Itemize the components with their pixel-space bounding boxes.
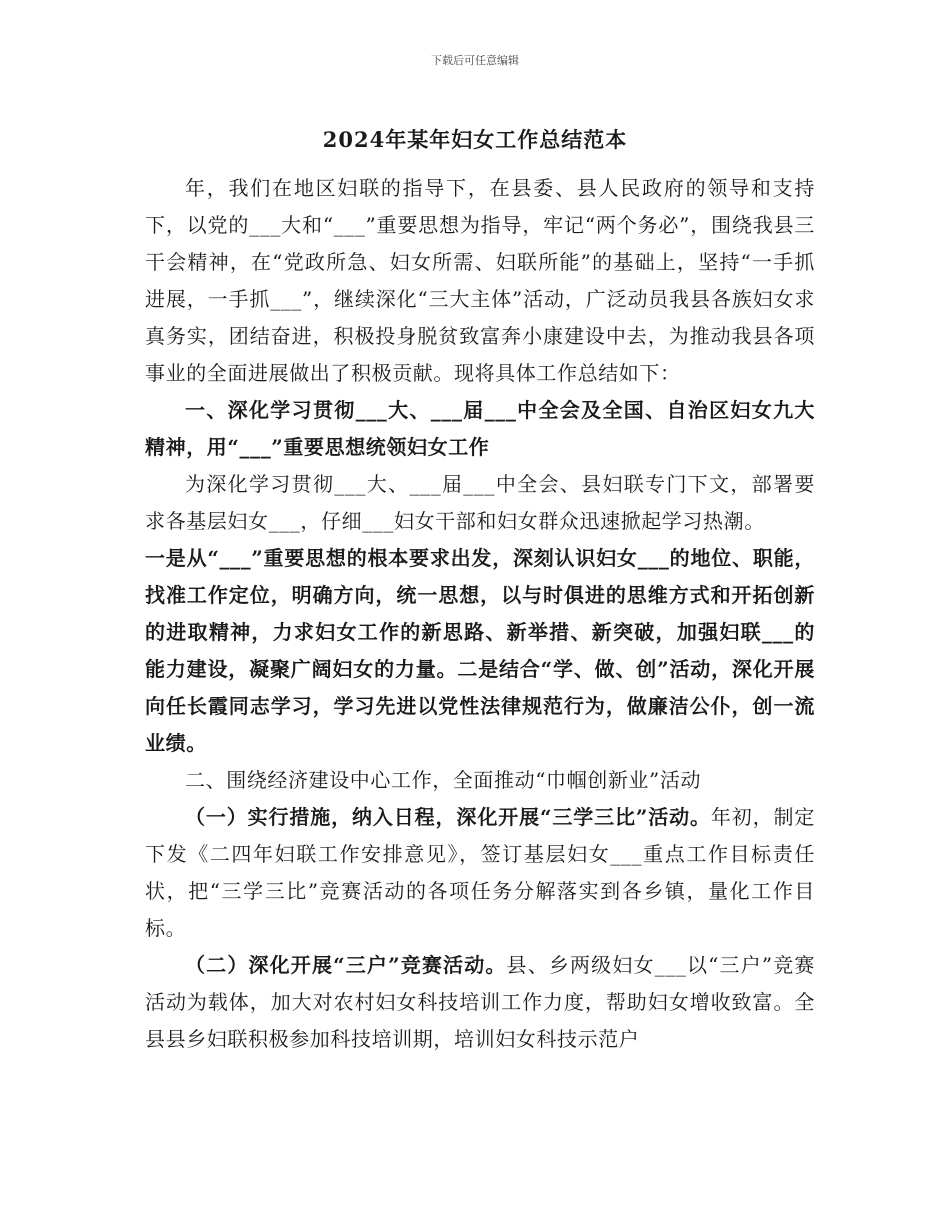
document-body [145, 170, 815, 1058]
paragraph-measures-lead: （一）实行措施，纳入日程，深化开展“三学三比”活动。 [185, 805, 711, 829]
header-note: 下载后可任意编辑 [431, 54, 519, 67]
document-title: 2024年某年妇女工作总结范本 [322, 127, 628, 152]
paragraph-measures [145, 799, 815, 947]
paragraph-competition-text: 县、乡两级妇女___以“三户”竞赛活动为载体，加大对农村妇女科技培训工作力度，帮助妇女增收致富。全县县乡妇联积极参加科技培训期，培训妇女科技示范户 [145, 953, 816, 1051]
paragraph-points: 一是从“___”重要思想的根本要求出发，深刻认识妇女___的地位、职能，找准工作定位，明确方向，统一思想，以与时俱进的思维方式和开拓创新的进取精神，力求妇女工作的新思路、新举措、新突破，加强妇联___的能力建设，凝聚广阔妇女的力量。二是结合“学、做、创”活动，深化开展向任长霞同志学习，学习先进以党性法律规范行为，做廉洁公仆，创一流业绩。 [145, 546, 815, 755]
section-heading-1: 一、深化学习贯彻___大、___届___中全会及全国、自治区妇女九大精神，用“___”重要思想统领妇女工作 [145, 398, 815, 459]
paragraph-intro: 年，我们在地区妇联的指导下，在县委、县人民政府的领导和支持下，以党的___大和“___”重要思想为指导，牢记“两个务必”，围绕我县三干会精神，在“党政所急、妇女所需、妇联所能”的基础上，坚持“一手抓进展，一手抓___”，继续深化“三大主体”活动，广泛动员我县各族妇女求真务实，团结奋进，积极投身脱贫致富奔小康建设中去，为推动我县各项事业的全面进展做出了积极贡献。现将具体工作总结如下： [145, 176, 815, 385]
paragraph-measures-text: 年初，制定下发《二四年妇联工作安排意见》，签订基层妇女___重点工作目标责任状，把“三学三比”竞赛活动的各项任务分解落实到各乡镇，量化工作目标。 [145, 805, 816, 940]
paragraph-study: 为深化学习贯彻___大、___届___中全会、县妇联专门下文，部署要求各基层妇女___，仔细___妇女干部和妇女群众迅速掀起学习热潮。 [145, 472, 815, 533]
paragraph-competition-lead: （二）深化开展“三户”竞赛活动。 [185, 953, 507, 977]
paragraph-competition [145, 947, 815, 1058]
section-heading-2: 二、围绕经济建设中心工作，全面推动“巾帼创新业”活动 [185, 768, 702, 792]
